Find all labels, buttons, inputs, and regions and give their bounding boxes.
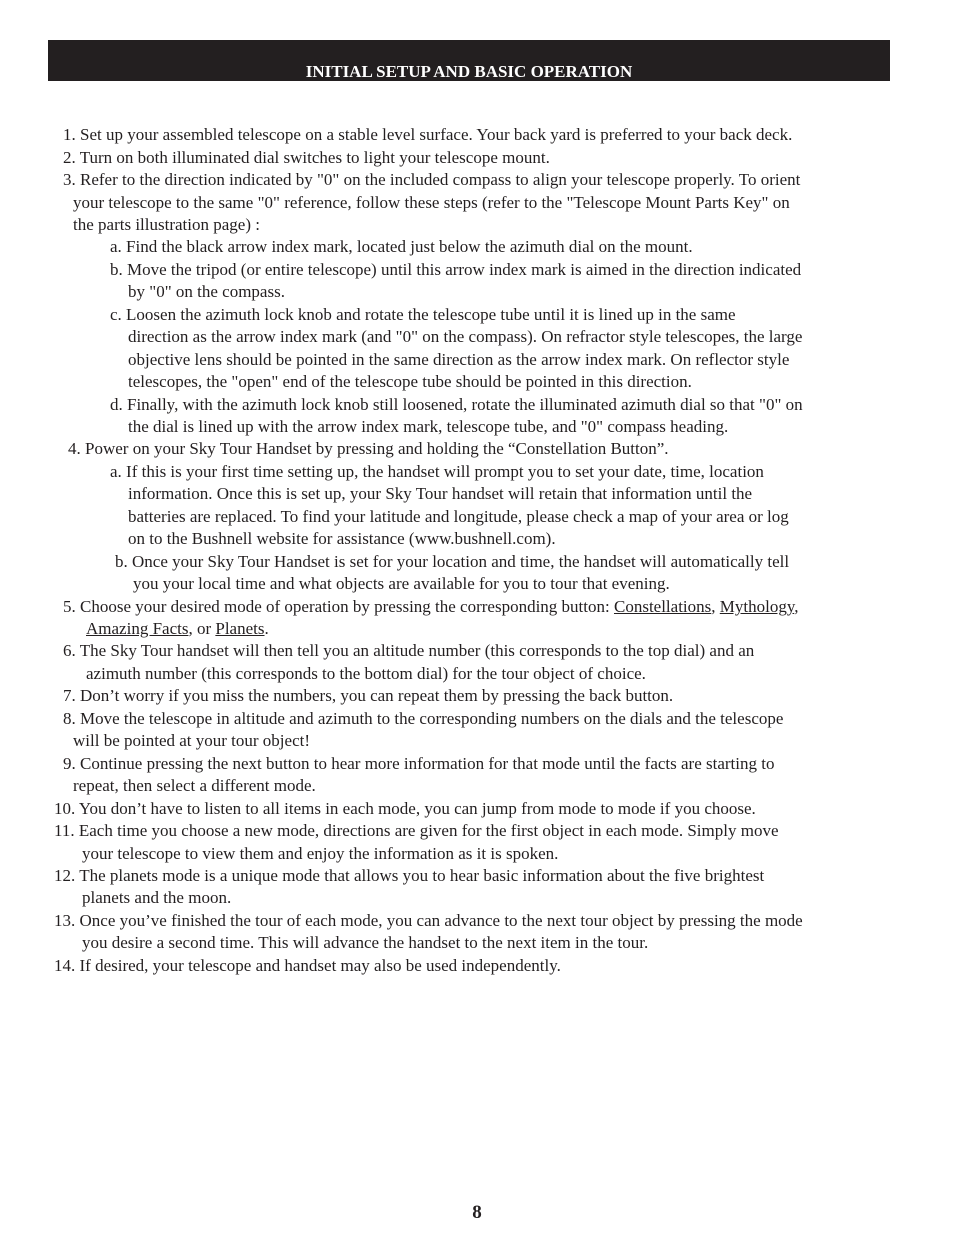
section-title: INITIAL SETUP AND BASIC OPERATION bbox=[305, 62, 633, 81]
step-7: 7. Don’t worry if you miss the numbers, you can repeat them by pressing the back button. bbox=[63, 686, 674, 705]
step-8-line-1: 8. Move the telescope in altitude and azimuth to the corresponding numbers on the dials and the telescope bbox=[63, 709, 784, 728]
step-5-line-1 bbox=[63, 596, 798, 618]
step-13-line-2: you desire a second time. This will advance the handset to the next item in the tour. bbox=[82, 933, 649, 952]
step-8-line-2: will be pointed at your tour object! bbox=[73, 731, 310, 750]
step-11-line-2: your telescope to view them and enjoy the information as it is spoken. bbox=[82, 844, 559, 863]
step-3a: a. Find the black arrow index mark, located just below the azimuth dial on the mount. bbox=[110, 237, 693, 256]
step-4a-line-1: a. If this is your first time setting up, the handset will prompt you to set your date, time, location bbox=[110, 462, 764, 481]
mode-constellations: Constellations bbox=[613, 597, 712, 616]
mode-mythology: Mythology bbox=[719, 597, 795, 616]
step-5-line-2 bbox=[86, 618, 269, 640]
step-4b-line-1: b. Once your Sky Tour Handset is set for your location and time, the handset will automatically tell bbox=[115, 552, 790, 571]
step-9-line-2: repeat, then select a different mode. bbox=[73, 776, 316, 795]
mode-planets: Planets bbox=[215, 619, 265, 638]
step-14: 14. If desired, your telescope and handset may also be used independently. bbox=[54, 956, 561, 975]
separator: , bbox=[711, 597, 720, 616]
step-3c-line-3: objective lens should be pointed in the same direction as the arrow index mark. On reflector style bbox=[128, 350, 790, 369]
page-number: 8 bbox=[472, 1202, 482, 1223]
step-3d-line-1: d. Finally, with the azimuth lock knob still loosened, rotate the illuminated azimuth dial so that "0" on bbox=[110, 395, 803, 414]
step-12-line-2: planets and the moon. bbox=[82, 888, 232, 907]
step-6-line-2: azimuth number (this corresponds to the bottom dial) for the tour object of choice. bbox=[86, 664, 646, 683]
step-3b-line-2: by "0" on the compass. bbox=[128, 282, 285, 301]
step-3c-line-4: telescopes, the "open" end of the telescope tube should be pointed in this direction. bbox=[128, 372, 692, 391]
step-1: 1. Set up your assembled telescope on a stable level surface. Your back yard is preferred to your back deck. bbox=[63, 125, 793, 144]
step-3b-line-1: b. Move the tripod (or entire telescope) until this arrow index mark is aimed in the direction indicated bbox=[110, 260, 802, 279]
step-4: 4. Power on your Sky Tour Handset by pressing and holding the “Constellation Button”. bbox=[68, 439, 669, 458]
step-11-line-1: 11. Each time you choose a new mode, directions are given for the first object in each mode. Simply move bbox=[54, 821, 779, 840]
step-4b-line-2: you your local time and what objects are available for you to tour that evening. bbox=[133, 574, 670, 593]
step-4a-line-2: information. Once this is set up, your Sky Tour handset will retain that information until the bbox=[128, 484, 753, 503]
step-3d-line-2: the dial is lined up with the arrow index mark, telescope tube, and "0" compass heading. bbox=[128, 417, 729, 436]
step-3-line-2: your telescope to the same "0" reference, follow these steps (refer to the "Telescope Mount Parts Key" on bbox=[73, 193, 790, 212]
step-3-line-1: 3. Refer to the direction indicated by "0" on the included compass to align your telescope properly. To orient bbox=[63, 170, 801, 189]
separator: , or bbox=[188, 619, 216, 638]
section-header-bar bbox=[48, 40, 890, 81]
step-3-line-3: the parts illustration page) : bbox=[73, 215, 260, 234]
step-3c-line-1: c. Loosen the azimuth lock knob and rotate the telescope tube until it is lined up in the same bbox=[110, 305, 736, 324]
step-5-text: 5. Choose your desired mode of operation by pressing the corresponding button: bbox=[63, 597, 614, 616]
step-6-line-1: 6. The Sky Tour handset will then tell you an altitude number (this corresponds to the top dial) and an bbox=[63, 641, 755, 660]
step-4a-line-4: on to the Bushnell website for assistance (www.bushnell.com). bbox=[128, 529, 556, 548]
step-3c-line-2: direction as the arrow index mark (and "0" on the compass). On refractor style telescopes, the large bbox=[128, 327, 803, 346]
step-10: 10. You don’t have to listen to all items in each mode, you can jump from mode to mode if you choose. bbox=[54, 799, 756, 818]
step-9-line-1: 9. Continue pressing the next button to hear more information for that mode until the facts are starting to bbox=[63, 754, 775, 773]
step-12-line-1: 12. The planets mode is a unique mode that allows you to hear basic information about the five brightest bbox=[54, 866, 765, 885]
step-4a-line-3: batteries are replaced. To find your latitude and longitude, please check a map of your area or log bbox=[128, 507, 789, 526]
separator: , bbox=[794, 597, 799, 616]
step-13-line-1: 13. Once you’ve finished the tour of each mode, you can advance to the next tour object by pressing the mode bbox=[54, 911, 803, 930]
mode-amazing-facts: Amazing Facts bbox=[86, 619, 189, 638]
step-2: 2. Turn on both illuminated dial switches to light your telescope mount. bbox=[63, 148, 550, 167]
period: . bbox=[264, 619, 269, 638]
